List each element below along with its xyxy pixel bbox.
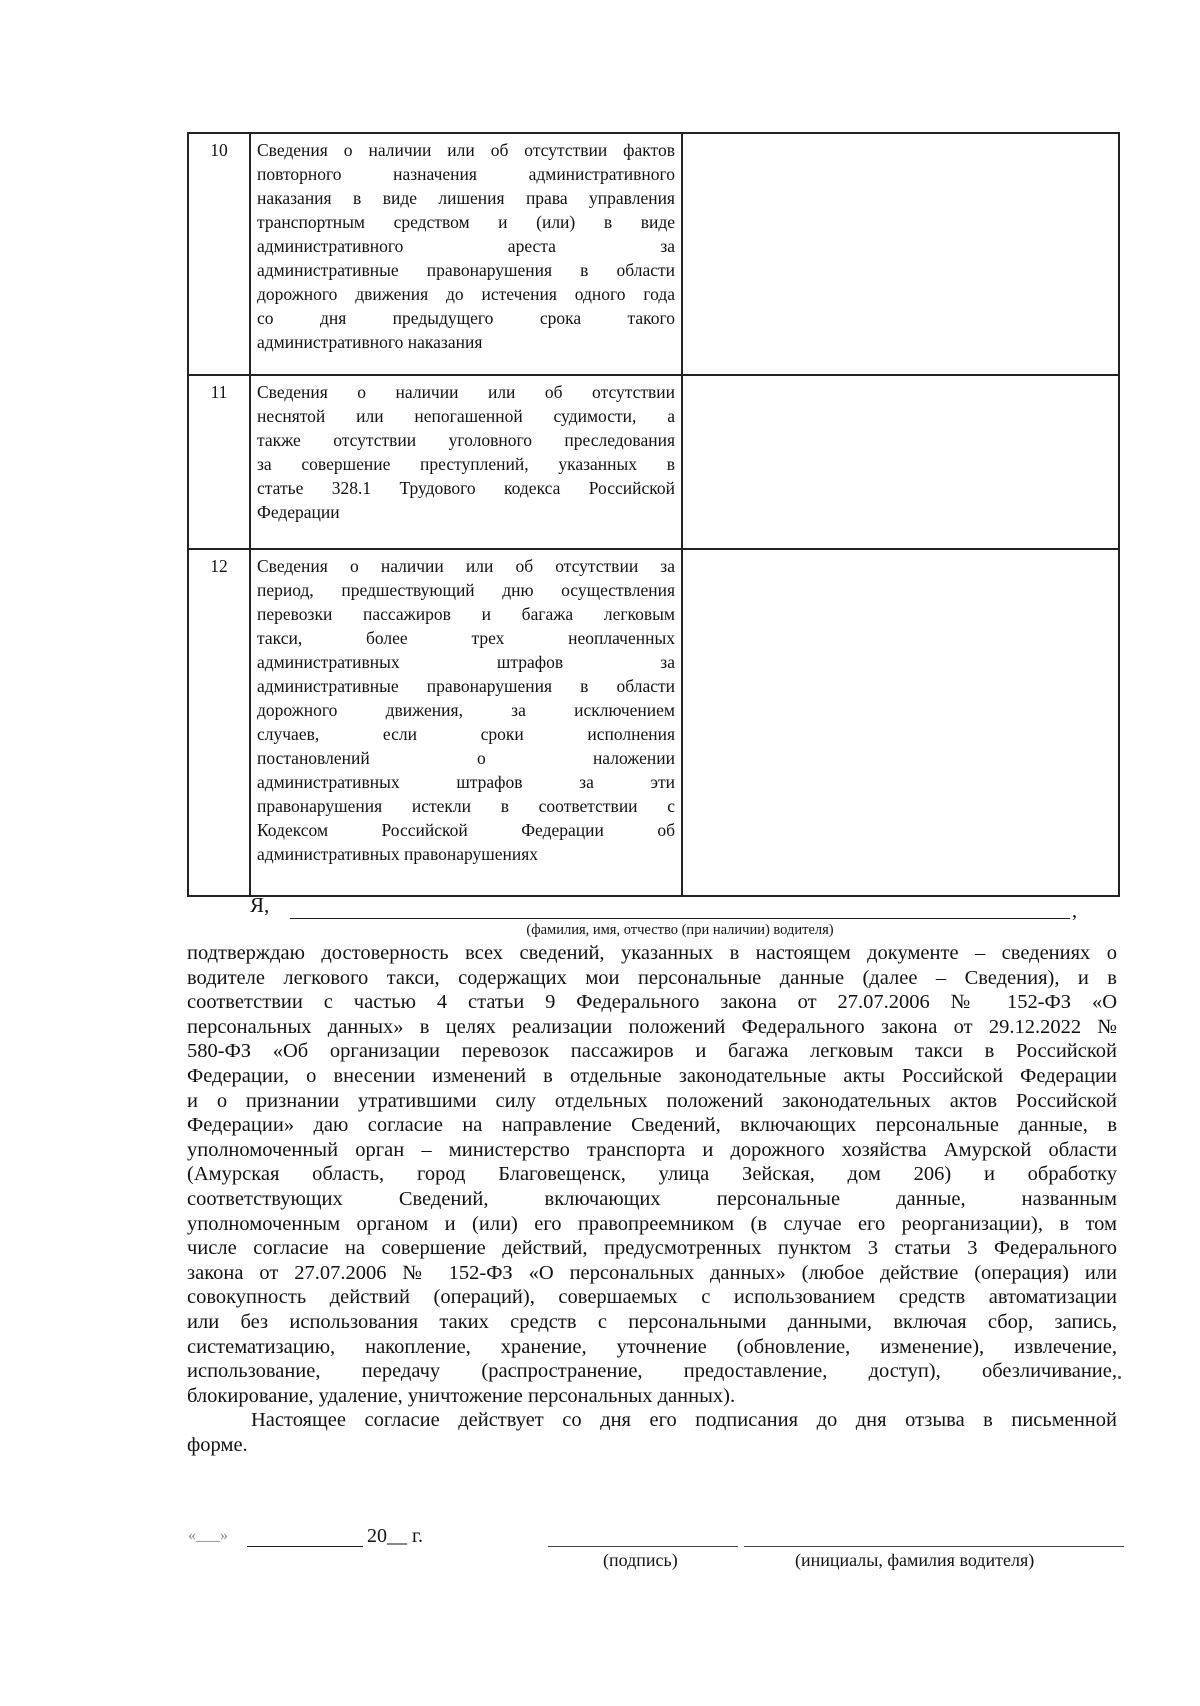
consent-line: уполномоченным органом и (или) его правопреемником (в случае его реорганизации), в том [187,1212,1117,1235]
row-number: 10 [188,133,250,375]
description-line: за совершение преступлений, указанных в [257,454,675,474]
description-line: повторного назначения административного [257,164,675,184]
row-value-cell[interactable] [682,549,1119,896]
validity-line: форме. [187,1433,248,1456]
description-line: перевозки пассажиров и багажа легковым [257,604,675,624]
description-line: наказания в виде лишения права управления [257,188,675,208]
consent-line: (Амурская область, город Благовещенск, улица Зейская, дом 206) и обработку [187,1163,1117,1186]
ya-comma: , [1072,900,1077,922]
description-line: статье 328.1 Трудового кодекса Российской [257,478,675,498]
description-line: транспортным средством и (или) в виде [257,212,675,232]
ya-label: Я, [250,893,270,917]
consent-line: или без использования таких средств с персональными данными, включая сбор, запись, [187,1310,1117,1333]
validity-line: Настоящее согласие действует со дня его подписания до дня отзыва в письменной [251,1409,1117,1432]
requirements-table [187,132,1120,897]
row-description [250,375,682,549]
description-line: правонарушения истекли в соответствии с [257,796,675,816]
consent-line: и о признании утратившими силу отдельных положений законодательных актов Российской [187,1089,1117,1112]
description-line: дорожного движения, за исключением [257,700,675,720]
description-line: также отсутствии уголовного преследования [257,430,675,450]
description-line: административного наказания [257,332,483,352]
description-line: административные правонарушения в области [257,260,675,280]
description-line: административных штрафов за эти [257,772,675,792]
row-value-cell[interactable] [682,375,1119,549]
description-line: со дня предыдущего срока такого [257,308,675,328]
description-line: период, предшествующий дню осуществления [257,580,675,600]
description-line: Сведения о наличии или об отсутствии фактов [257,140,675,160]
consent-line: персональных данных» в целях реализации положений Федерального закона от 29.12.2022 № [187,1015,1117,1038]
row-number: 12 [188,549,250,896]
consent-line: совокупность действий (операций), совершаемых с использованием средств автоматизации [187,1286,1117,1309]
description-line: Сведения о наличии или об отсутствии [257,382,675,402]
consent-line: 580-ФЗ «Об организации перевозок пассажиров и багажа легковым такси в Российской [187,1040,1117,1063]
consent-line: подтверждаю достоверность всех сведений, указанных в настоящем документе – сведениях о [187,942,1117,964]
date-year-label: 20__ г. [367,1525,423,1547]
row-value-cell[interactable] [682,133,1119,375]
signature-caption: (подпись) [603,1550,678,1570]
consent-line: Федерации» даю согласие на направление Сведений, включающих персональные данные, в [187,1114,1117,1137]
signature-field[interactable] [548,1546,738,1547]
consent-line: использование, передачу (распространение, предоставление, доступ), обезличивание, [187,1360,1117,1383]
scan-speck [1118,1376,1121,1379]
description-line: Кодексом Российской Федерации об [257,820,675,840]
description-line: случаев, если сроки исполнения [257,724,675,744]
driver-name-caption: (фамилия, имя, отчество (при наличии) водителя) [526,922,834,938]
row-number: 11 [188,375,250,549]
date-day-field[interactable]: «___» [188,1527,228,1544]
description-line: дорожного движения до истечения одного года [257,284,675,304]
consent-line: соответствующих Сведений, включающих персональные данные, названным [187,1187,1117,1210]
consent-line: Федерации, о внесении изменений в отдельные законодательные акты Российской Федерации [187,1064,1117,1087]
description-line: административные правонарушения в области [257,676,675,696]
consent-line: систематизацию, накопление, хранение, уточнение (обновление, изменение), извлечение, [187,1335,1117,1358]
date-month-field[interactable] [247,1546,363,1547]
description-line: неснятой или непогашенной судимости, а [257,406,675,426]
description-line: административного ареста за [257,236,675,256]
description-line: административных правонарушениях [257,844,539,864]
consent-text [187,941,1117,1457]
consent-line: блокирование, удаление, уничтожение персональных данных). [187,1384,736,1407]
description-line: такси, более трех неоплаченных [257,628,675,648]
driver-initials-field[interactable] [744,1546,1124,1547]
driver-initials-caption: (инициалы, фамилия водителя) [795,1550,1035,1570]
description-line: административных штрафов за [257,652,675,672]
consent-line: соответствии с частью 4 статьи 9 Федерального закона от 27.07.2006 № 152-ФЗ «О [187,991,1117,1014]
consent-line: числе согласие на совершение действий, предусмотренных пунктом 3 статьи 3 Федерального [187,1237,1117,1260]
table-row [188,549,1119,896]
consent-line: уполномоченный орган – министерство транспорта и дорожного хозяйства Амурской области [187,1138,1117,1161]
consent-line: закона от 27.07.2006 № 152-ФЗ «О персональных данных» (любое действие (операция) или [187,1261,1117,1284]
row-description [250,549,682,896]
description-line: Федерации [257,502,340,522]
table-row [188,133,1119,375]
description-line: Сведения о наличии или об отсутствии за [257,556,675,576]
row-description [250,133,682,375]
description-line: постановлений о наложении [257,748,675,768]
driver-name-field[interactable] [290,918,1070,919]
consent-line: водителе легкового такси, содержащих мои персональные данные (далее – Сведения), и в [187,966,1117,989]
table-row [188,375,1119,549]
